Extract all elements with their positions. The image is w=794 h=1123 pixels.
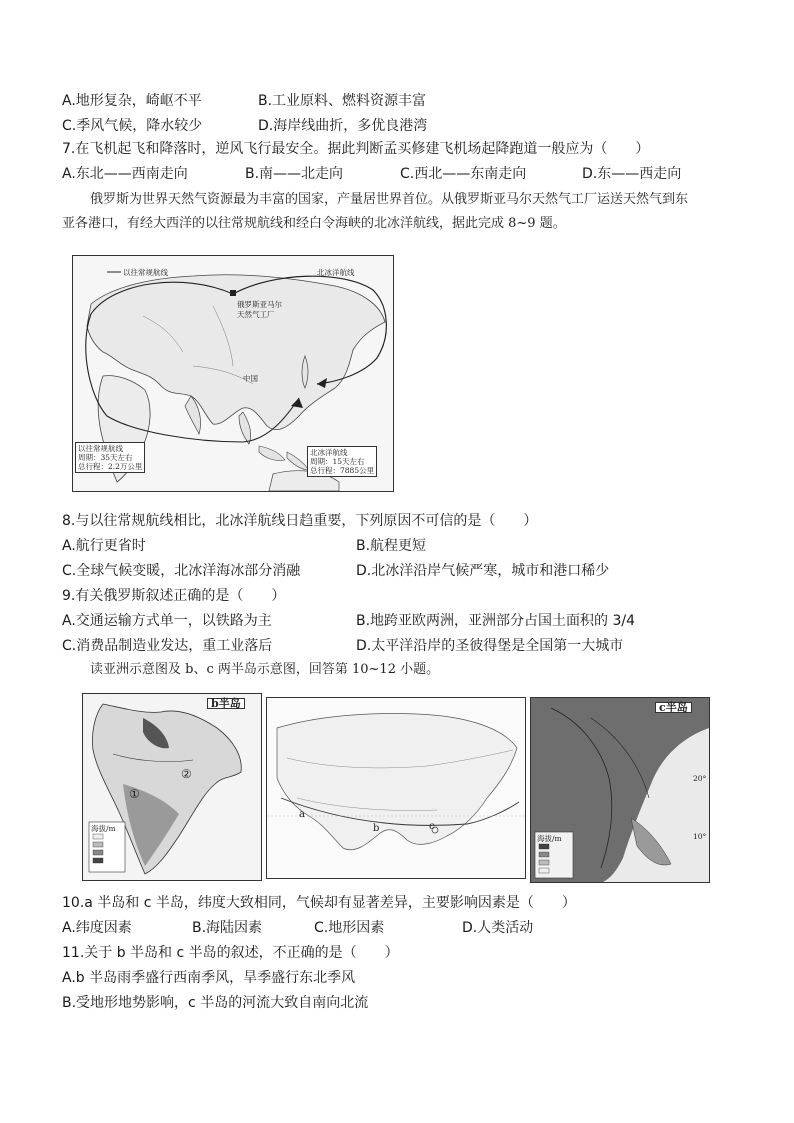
box-old-period: 周期：35天左右 [78, 453, 133, 462]
q10-option-c: C.地形因素 [314, 920, 385, 936]
passage-asia-maps: 读亚洲示意图及 b、c 两半岛示意图，回答第 10~12 小题。 [90, 662, 440, 677]
plant-label-line2: 天然气工厂 [237, 310, 275, 319]
q7-option-a: A.东北——西南走向 [62, 166, 188, 182]
box-old-distance: 总行程：2.2万公里 [78, 462, 143, 471]
passage-russia-gas-line1: 俄罗斯为世界天然气资源最为丰富的国家，产量居世界首位。从俄罗斯亚马尔天然气工厂运送天然气到东 [90, 192, 689, 207]
plant-label-line1: 俄罗斯亚马尔 [237, 300, 282, 309]
map-asia-overview-drawing [267, 698, 525, 878]
q9-option-b: B.地跨亚欧两洲，亚洲部分占国土面积的 3/4 [356, 613, 636, 629]
q7-option-d: D.东——西走向 [582, 166, 682, 182]
map-b-peninsula [82, 693, 262, 881]
q7-option-b: B.南——北走向 [245, 166, 344, 182]
q7-stem: 7.在飞机起飞和降落时，逆风飞行最安全。据此判断孟买修建飞机场起降跑道一般应为（ ） [62, 141, 650, 157]
box-new-title: 北冰洋航线 [310, 448, 348, 457]
q9-option-d: D.太平洋沿岸的圣彼得堡是全国第一大城市 [356, 638, 624, 654]
b-marker-2: ② [181, 767, 192, 781]
c-peninsula-title: c半岛 [655, 702, 692, 713]
c-lat-20: 20° [693, 774, 707, 783]
map-c-peninsula-drawing [531, 698, 709, 882]
box-old-title: 以往常规航线 [78, 444, 123, 453]
b-peninsula-title: b半岛 [207, 698, 245, 709]
legend-old-route: 以往常规航线 [123, 268, 168, 277]
passage-russia-gas-line2: 亚各港口，有经大西洋的以往常规航线和经白令海峡的北冰洋航线，据此完成 8~9 题。 [62, 216, 566, 231]
b-legend-title: 海拔/m [91, 824, 116, 833]
box-arctic-route [307, 446, 377, 477]
q11-option-b: B.受地形地势影响，c 半岛的河流大致自南向北流 [62, 995, 369, 1011]
q8-stem: 8.与以往常规航线相比，北冰洋航线日趋重要，下列原因不可信的是（ ） [62, 513, 538, 529]
b-marker-1: ① [129, 787, 140, 801]
map-c-peninsula [530, 697, 710, 883]
q6-option-b: B.工业原料、燃料资源丰富 [258, 93, 427, 109]
q10-option-b: B.海陆因素 [192, 920, 263, 936]
q9-option-c: C.消费品制造业发达，重工业落后 [62, 638, 273, 654]
map-arctic-route [72, 255, 394, 492]
china-label: 中国 [243, 374, 258, 383]
q10-stem: 10.a 半岛和 c 半岛，纬度大致相同，气候却有显著差异，主要影响因素是（ ） [62, 895, 576, 911]
q8-option-a: A.航行更省时 [62, 538, 146, 554]
map-b-peninsula-drawing [83, 694, 261, 880]
q8-option-d: D.北冰洋沿岸气候严寒，城市和港口稀少 [356, 563, 610, 579]
box-new-distance: 总行程：7885公里 [310, 466, 375, 475]
q10-option-d: D.人类活动 [462, 920, 534, 936]
q6-option-d: D.海岸线曲折，多优良港湾 [258, 118, 428, 134]
box-new-period: 周期：15天左右 [310, 457, 365, 466]
q6-option-c: C.季风气候，降水较少 [62, 118, 203, 134]
arctic-route-label: 北冰洋航线 [317, 268, 355, 277]
q7-option-c: C.西北——东南走向 [400, 166, 527, 182]
box-old-route [75, 442, 145, 473]
c-lat-10: 10° [693, 832, 707, 841]
q9-option-a: A.交通运输方式单一，以铁路为主 [62, 613, 272, 629]
q6-option-a: A.地形复杂，崎岖不平 [62, 93, 202, 109]
c-legend-title: 海拔/m [537, 834, 562, 843]
q10-option-a: A.纬度因素 [62, 920, 132, 936]
q8-option-c: C.全球气候变暖，北冰洋海冰部分消融 [62, 563, 301, 579]
mid-label-b: b [373, 823, 380, 834]
mid-label-a: a [299, 809, 305, 820]
q8-option-b: B.航程更短 [356, 538, 427, 554]
q11-stem: 11.关于 b 半岛和 c 半岛的叙述，不正确的是（ ） [62, 945, 399, 961]
map-asia-overview [266, 697, 526, 879]
q9-stem: 9.有关俄罗斯叙述正确的是（ ） [62, 588, 286, 604]
q11-option-a: A.b 半岛雨季盛行西南季风，旱季盛行东北季风 [62, 970, 356, 986]
mid-label-c: c [429, 821, 435, 832]
